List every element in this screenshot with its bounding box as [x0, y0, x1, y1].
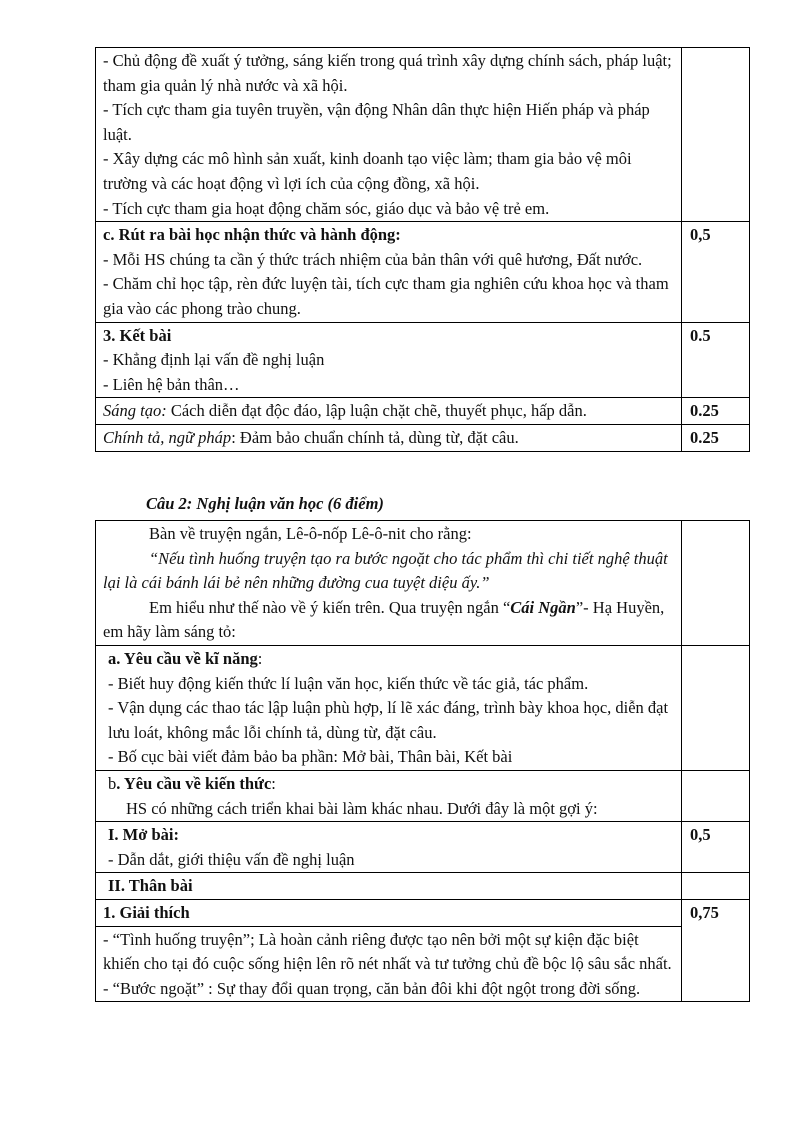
- table-row: [96, 48, 750, 222]
- list-item: - “Tình huống truyện”; Là hoàn cảnh riêng được tạo nên bởi một sự kiện đặc biệt khiến cho tại đó cuộc sống hiện lên rõ nét nhất và tư tưởng chủ đề bộc lộ sâu sắc nhất.: [103, 929, 672, 974]
- score-cell: 0,5: [682, 222, 750, 322]
- heading-text: a. Yêu cầu về kĩ năng: [108, 648, 258, 668]
- table-row: [96, 322, 750, 398]
- content-cell: [96, 822, 682, 873]
- heading-colon: :: [271, 773, 276, 793]
- table-row: [96, 822, 750, 873]
- prompt-text: Em hiểu như thế nào về ý kiến trên. Qua truyện ngắn “: [149, 597, 511, 617]
- section-heading: [108, 647, 675, 672]
- score-cell: 0,5: [682, 822, 750, 873]
- score-cell: 0.25: [682, 424, 750, 451]
- list-item: - “Bước ngoặt” : Sự thay đổi quan trọng, căn bản đôi khi đột ngột trong đời sống.: [103, 978, 641, 998]
- content-cell: [96, 48, 682, 222]
- content-cell: [96, 398, 682, 425]
- answer-table-2: [95, 520, 750, 1002]
- table-row: [96, 222, 750, 322]
- content-cell: [96, 645, 682, 770]
- content-cell: [96, 322, 682, 398]
- criterion-label: Sáng tạo:: [103, 401, 167, 421]
- prompt-line: [103, 596, 675, 645]
- list-item: - Tích cực tham gia tuyên truyền, vận động Nhân dân thực hiện Hiến pháp và pháp luật.: [103, 100, 650, 144]
- list-item: - Dẫn dắt, giới thiệu vấn đề nghị luận: [108, 849, 355, 869]
- list-item: - Tích cực tham gia hoạt động chăm sóc, giáo dục và bảo vệ trẻ em.: [103, 198, 550, 218]
- table-row: [96, 770, 750, 821]
- section-heading: II. Thân bài: [96, 873, 682, 900]
- score-cell: [682, 873, 750, 900]
- heading-colon: :: [257, 648, 263, 668]
- score-cell: [682, 521, 750, 646]
- content-cell: [96, 926, 682, 1002]
- table-row: [96, 873, 750, 900]
- table-row: [96, 424, 750, 451]
- prompt-quote: “Nếu tình huống truyện tạo ra bước ngoặt cho tác phẩm thì chi tiết nghệ thuật lại là cái bánh lái bẻ nên những đường cua tuyệt diệu ấy.”: [103, 548, 668, 593]
- section-heading: [96, 899, 682, 926]
- list-item: - Chăm chỉ học tập, rèn đức luyện tài, tích cực tham gia nghiên cứu khoa học và tham gia vào các phong trào chung.: [103, 274, 669, 318]
- prompt-cell: [96, 521, 682, 646]
- work-title: Cái Ngần: [510, 597, 576, 617]
- heading-text: . Yêu cầu về kiến thức: [116, 773, 272, 793]
- score-cell: 0,75: [682, 899, 750, 1001]
- prompt-text: ”- Hạ Huyền, em hãy làm sáng tỏ:: [103, 597, 665, 642]
- heading-prefix: b: [108, 773, 117, 793]
- score-cell: [682, 645, 750, 770]
- section-heading: 3. Kết bài: [103, 325, 172, 345]
- table-row: [96, 645, 750, 770]
- question-heading: Câu 2: Nghị luận văn học (6 điểm): [146, 494, 384, 513]
- list-item: HS có những cách triển khai bài làm khác nhau. Dưới đây là một gợi ý:: [126, 798, 598, 818]
- content-cell: [96, 770, 682, 821]
- list-item: - Liên hệ bản thân…: [103, 374, 240, 394]
- answer-table-1: [95, 47, 750, 452]
- criterion-text: : Đảm bảo chuẩn chính tả, dùng từ, đặt câu.: [231, 427, 519, 447]
- table-row: [96, 899, 750, 926]
- list-item: - Biết huy động kiến thức lí luận văn học, kiến thức về tác giả, tác phẩm.: [108, 673, 589, 693]
- criterion-label: Chính tả, ngữ pháp: [103, 427, 232, 447]
- section-heading: I. Mở bài:: [108, 825, 180, 845]
- table-row: [96, 521, 750, 646]
- list-item: - Mỗi HS chúng ta cần ý thức trách nhiệm của bản thân với quê hương, Đất nước.: [103, 249, 643, 269]
- list-item: - Khẳng định lại vấn đề nghị luận: [103, 350, 325, 370]
- table-row: [96, 926, 750, 1002]
- list-item: - Chủ động đề xuất ý tưởng, sáng kiến trong quá trình xây dựng chính sách, pháp luật; tham gia quản lý nhà nước và xã hội.: [103, 51, 672, 95]
- list-item: - Bố cục bài viết đảm bảo ba phần: Mở bài, Thân bài, Kết bài: [108, 747, 513, 767]
- score-cell: [682, 770, 750, 821]
- table-row: [96, 398, 750, 425]
- prompt-line: Bàn về truyện ngắn, Lê-ô-nốp Lê-ô-nit cho rằng:: [149, 524, 472, 543]
- content-cell: [96, 222, 682, 322]
- section-heading: c. Rút ra bài học nhận thức và hành động:: [103, 225, 401, 245]
- heading-text: 1. Giải thích: [103, 902, 190, 922]
- score-cell: 0.5: [682, 322, 750, 398]
- score-cell: 0.25: [682, 398, 750, 425]
- list-item: - Xây dựng các mô hình sản xuất, kinh doanh tạo việc làm; tham gia bảo vệ môi trường và các hoạt động vì lợi ích của cộng đồng, xã hội.: [103, 149, 632, 193]
- list-item: - Vận dụng các thao tác lập luận phù hợp, lí lẽ xác đáng, trình bày khoa học, diễn đạt lưu loát, không mắc lỗi chính tả, dùng từ, đặt câu.: [108, 698, 669, 742]
- criterion-text: Cách diễn đạt độc đáo, lập luận chặt chẽ, thuyết phục, hấp dẫn.: [166, 401, 587, 421]
- content-cell: [96, 424, 682, 451]
- score-cell: [682, 48, 750, 222]
- section-heading: [108, 772, 675, 797]
